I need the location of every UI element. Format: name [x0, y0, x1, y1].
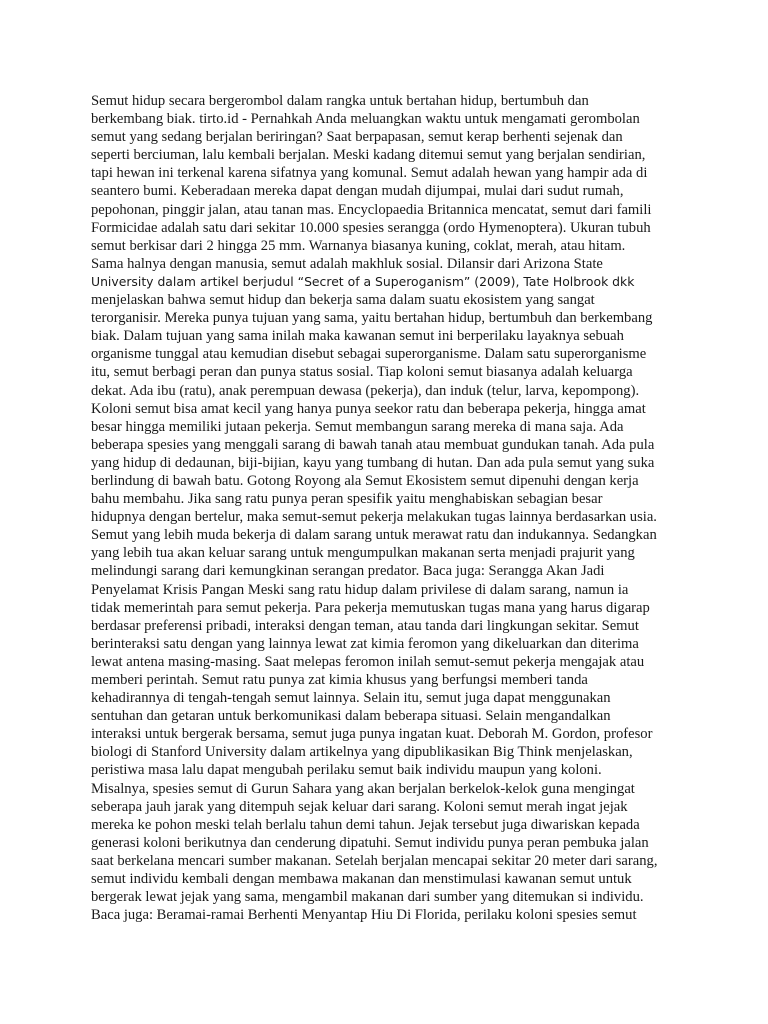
text-line: Semut hidup secara bergerombol dalam rangka untuk bertahan hidup, bertumbuh dan	[91, 93, 589, 109]
text-line: biak. Dalam tujuan yang sama inilah maka kawanan semut ini berperilaku layaknya sebuah	[91, 328, 624, 345]
text-line: yang lebih tua akan keluar sarang untuk mengumpulkan makanan serta menjadi prajurit yang	[91, 545, 635, 562]
text-line: seberapa jauh jarak yang ditempuh sejak keluar dari sarang. Koloni semut merah ingat jejak	[91, 798, 628, 815]
text-line: generasi koloni berikutnya dan cenderung dipatuhi. Semut individu punya peran pembuka jalan	[91, 834, 649, 851]
text-line: biologi di Stanford University dalam artikelnya yang dipublikasikan Big Think menjelaskan,	[91, 744, 633, 761]
text-line: semut individu kembali dengan membawa makanan dan menstimulasi kawanan semut untuk	[91, 871, 632, 888]
text-line: seperti berciuman, lalu kembali berjalan. Meski kadang ditemui semut yang berjalan sendirian,	[91, 147, 646, 164]
text-line: bergerak lewat jejak yang sama, mengambil makanan dari sumber yang ditemukan si individu.	[91, 889, 644, 906]
text-line: pepohonan, pinggir jalan, atau tanan mas. Encyclopaedia Britannica mencatat, semut dari famili	[91, 201, 652, 218]
text-line: hidupnya dengan bertelur, maka semut-semut pekerja melakukan tugas lainnya berdasarkan usia.	[91, 509, 657, 526]
text-line: beberapa spesies yang menggali sarang di bawah tanah atau membuat gundukan tanah. Ada pula	[91, 436, 655, 453]
text-line: tapi hewan ini terkenal karena sifatnya yang komunal. Semut adalah hewan yang hampir ada di	[91, 165, 648, 182]
text-line: Penyelamat Krisis Pangan Meski sang ratu hidup dalam privilese di dalam sarang, namun ia	[91, 581, 629, 598]
text-line: berdasar preferensi pribadi, interaksi dengan teman, atau tanda dari lingkungan sekitar. Semut	[91, 617, 639, 634]
text-line: Koloni semut bisa amat kecil yang hanya punya seekor ratu dan beberapa pekerja, hingga amat	[91, 400, 646, 417]
text-line: terorganisir. Mereka punya tujuan yang sama, yaitu bertahan hidup, bertumbuh dan berkembang	[91, 310, 653, 327]
text-line: Formicidae adalah satu dari sekitar 10.000 spesies serangga (ordo Hymenoptera). Ukuran tubuh	[91, 219, 651, 236]
text-line: Sama halnya dengan manusia, semut adalah makhluk sosial. Dilansir dari Arizona State	[91, 255, 603, 272]
text-line: itu, semut berbagi peran dan punya status sosial. Tiap koloni semut biasanya adalah keluarga	[91, 364, 633, 381]
text-line: bahu membahu. Jika sang ratu punya peran spesifik yaitu menghabiskan sebagian besar	[91, 491, 603, 508]
text-line: lewat antena masing-masing. Saat melepas feromon inilah semut-semut pekerja mengajak atau	[91, 653, 645, 670]
text-line: berlindung di bawah batu. Gotong Royong ala Semut Ekosistem semut dipenuhi dengan kerja	[91, 472, 639, 489]
text-line: interaksi untuk bergerak bersama, semut juga punya ingatan kuat. Deborah M. Gordon, profesor	[91, 726, 653, 743]
text-line: organisme tunggal atau kemudian disebut sebagai superorganisme. Dalam satu superorganisme	[91, 346, 647, 363]
text-line: semut yang sedang berjalan beriringan? Saat berpapasan, semut kerap berhenti sejenak dan	[91, 129, 623, 146]
text-line: seantero bumi. Keberadaan mereka dapat dengan mudah dijumpai, mulai dari sudut rumah,	[91, 183, 624, 200]
text-line: berinteraksi satu dengan yang lainnya lewat zat kimia feromon yang dikeluarkan dan diterima	[91, 635, 639, 652]
text-line: berkembang biak. tirto.id - Pernahkah Anda meluangkan waktu untuk mengamati gerombolan	[91, 111, 640, 128]
text-line: Misalnya, spesies semut di Gurun Sahara yang akan berjalan berkelok-kelok guna mengingat	[91, 780, 635, 797]
text-line: melindungi sarang dari kemungkinan serangan predator. Baca juga: Serangga Akan Jadi	[91, 563, 605, 580]
text-line: yang hidup di dedaunan, biji-bijian, kayu yang tumbang di hutan. Dan ada pula semut yang suka	[91, 454, 655, 471]
text-line: University dalam artikel berjudul “Secret of a Superoganism” (2009), Tate Holbrook dkk	[91, 273, 635, 289]
body-text	[91, 92, 691, 924]
text-line: kehadirannya di tengah-tengah semut lainnya. Selain itu, semut juga dapat menggunakan	[91, 690, 611, 707]
text-line: semut berkisar dari 2 hingga 25 mm. Warnanya biasanya kuning, coklat, merah, atau hitam.	[91, 237, 626, 254]
text-line: sentuhan dan getaran untuk berkomunikasi dalam beberapa situasi. Selain mengandalkan	[91, 708, 611, 725]
text-line: tidak memerintah para semut pekerja. Para pekerja memutuskan tugas mana yang harus digarap	[91, 599, 650, 616]
text-line: mereka ke pohon meski telah berlalu tahun demi tahun. Jejak tersebut juga diwariskan kepada	[91, 816, 640, 833]
text-line: Baca juga: Beramai-ramai Berhenti Menyantap Hiu Di Florida, perilaku koloni spesies semut	[91, 907, 637, 924]
text-line: dekat. Ada ibu (ratu), anak perempuan dewasa (pekerja), dan induk (telur, larva, kepompong).	[91, 382, 640, 399]
text-line: saat berkelana mencari sumber makanan. Setelah berjalan mencapai sekitar 20 meter dari sarang,	[91, 852, 658, 869]
text-line: memberi perintah. Semut ratu punya zat kimia khusus yang berfungsi memberi tanda	[91, 672, 588, 688]
text-line: peristiwa masa lalu dapat mengubah perilaku semut baik individu maupun yang koloni.	[91, 762, 602, 779]
text-line: Semut yang lebih muda bekerja di dalam sarang untuk merawat ratu dan indukannya. Sedangkan	[91, 527, 657, 544]
text-line: menjelaskan bahwa semut hidup dan bekerja sama dalam suatu ekosistem yang sangat	[91, 292, 595, 309]
text-line: besar hingga memiliki jutaan pekerja. Semut membangun sarang mereka di mana saja. Ada	[91, 418, 624, 435]
